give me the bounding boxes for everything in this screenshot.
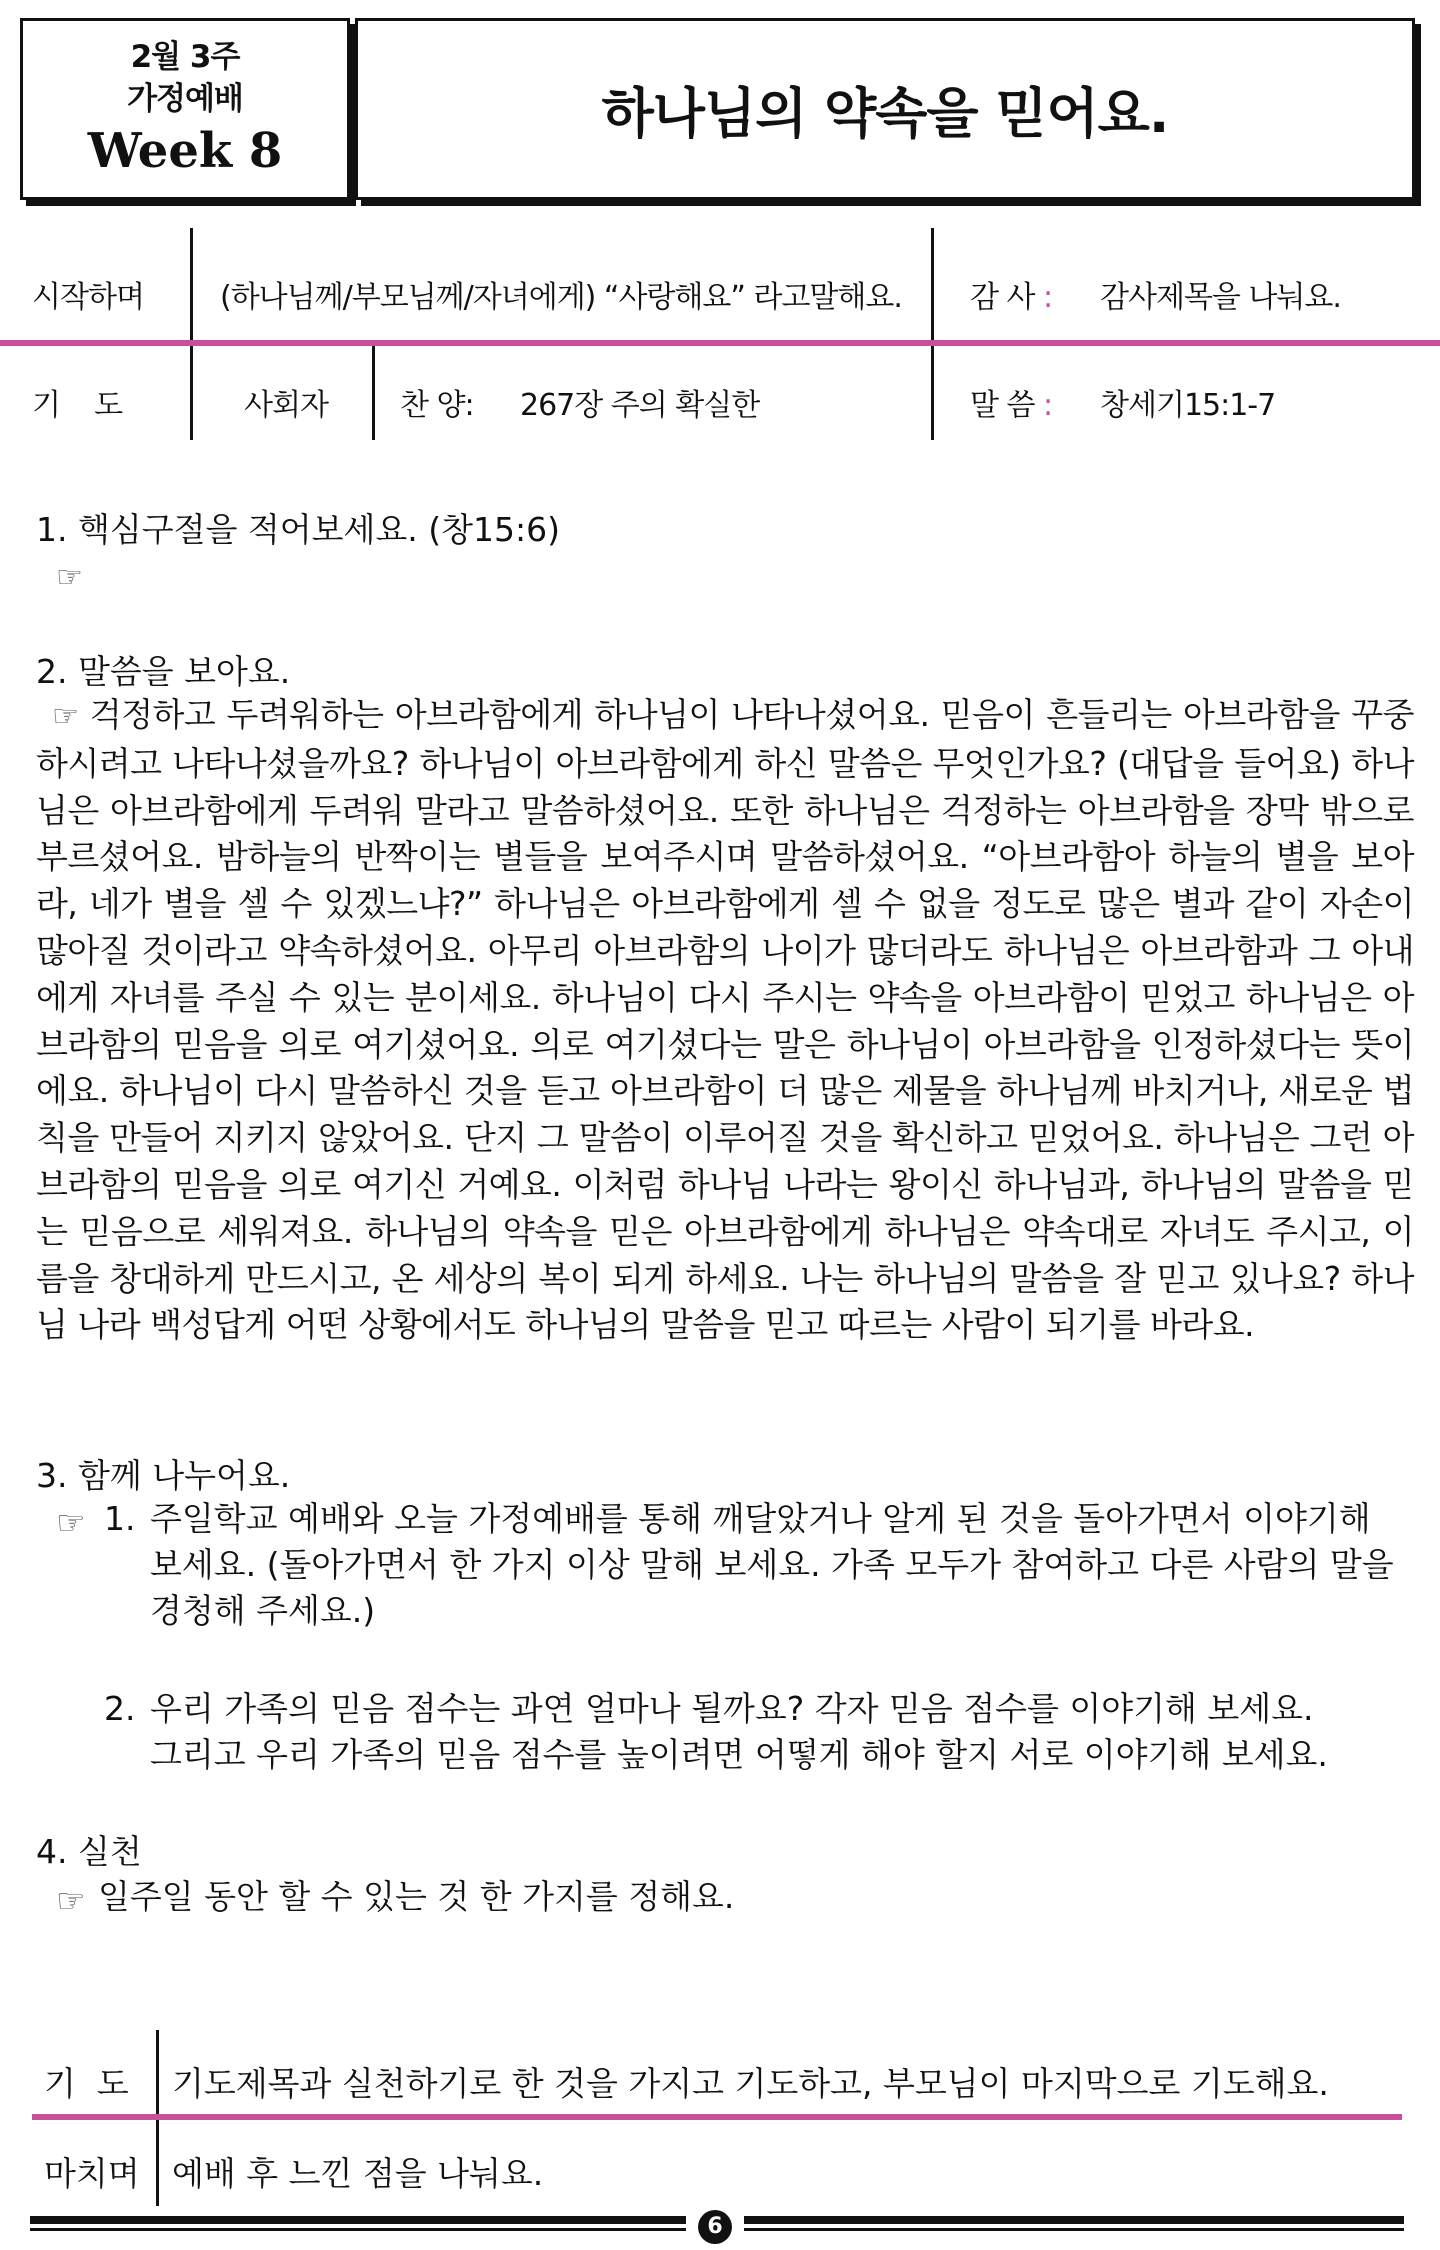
word-text: 창세기15:1-7 bbox=[1100, 388, 1276, 423]
discussion-item-2-line-1: 우리 가족의 믿음 점수는 과연 얼마나 될까요? 각자 믿음 점수를 이야기해 보세요. bbox=[150, 1689, 1314, 1728]
closing-label: 마치며 bbox=[44, 2154, 140, 2193]
pointing-hand-icon: ☞ bbox=[56, 1503, 86, 1542]
week-label: Week 8 bbox=[87, 122, 283, 179]
thanks-colon: : bbox=[1043, 280, 1053, 315]
week-date: 2월 3주 bbox=[130, 39, 240, 76]
divider bbox=[372, 344, 375, 440]
closing-text: 예배 후 느낀 점을 나눠요. bbox=[172, 2154, 544, 2193]
section-2-body bbox=[36, 692, 1414, 1349]
hymn-label: 찬 양: bbox=[400, 388, 474, 423]
thanks-label-wrap bbox=[970, 272, 1052, 316]
thanks-text: 감사제목을 나눠요. bbox=[1100, 280, 1341, 315]
closing-prayer-text: 기도제목과 실천하기로 한 것을 가지고 기도하고, 부모님이 마지막으로 기도해요. bbox=[172, 2064, 1329, 2103]
prayer-label: 기 도 bbox=[32, 388, 123, 423]
page-rule-right bbox=[744, 2214, 1404, 2236]
divider bbox=[931, 228, 934, 440]
discussion-item-2-number: 2. bbox=[104, 1689, 136, 1728]
pink-separator bbox=[0, 340, 1440, 346]
thanks-label: 감 사 bbox=[970, 280, 1035, 315]
pink-separator bbox=[32, 2114, 1402, 2120]
discussion-item-1-number: 1. bbox=[104, 1499, 136, 1538]
order-of-service-table bbox=[0, 228, 1440, 440]
scripture-reflection-text: 걱정하고 두려워하는 아브라함에게 하나님이 나타나셨어요. 믿음이 흔들리는 아브라함을 꾸중하시려고 나타나셨을까요? 하나님이 아브라함에게 하신 말씀은 무엇인가요? (대답을 들어요) 하나님은 아브라함에게 두려워 말라고 말씀하셨어요. 또한 하나님은 걱정하는 아브라함을 장막 밖으로 부르셨어요. 밤하늘의 반짝이는 별들을 보여주시며 말씀하셨어요. “아브라함아 하늘의 별을 보아라, 네가 별을 셀 수 있겠느냐?” 하나님은 아브라함에게 셀 수 없을 정도로 많은 별과 같이 자손이 많아질 것이라고 약속하셨어요. 아무리 아브라함의 나이가 많더라도 하나님은 아브라함과 그 아내에게 자녀를 주실 수 있는 분이세요. 하나님이 다시 주시는 약속을 아브라함이 믿었고 하나님은 아브라함의 믿음을 의로 여기셨어요. 의로 여기셨다는 말은 하나님이 아브라함을 인정하셨다는 뜻이에요. 하나님이 다시 말씀하신 것을 듣고 아브라함이 더 많은 제물을 하나님께 바치거나, 새로운 법칙을 만들어 지키지 않았어요. 단지 그 말씀이 이루어질 것을 확신하고 믿었어요. 하나님은 그런 아브라함의 믿음을 의로 여기신 거예요. 이처럼 하나님 나라는 왕이신 하나님과, 하나님의 말씀을 믿는 믿음으로 세워져요. 하나님의 약속을 믿은 아브라함에게 하나님은 약속대로 자녀도 주시고, 이름을 창대하게 만드시고, 온 세상의 복이 되게 하세요. 나는 하나님의 말씀을 잘 믿고 있나요? 하나님 나라 백성답게 어떤 상황에서도 하나님의 말씀을 믿고 따르는 사람이 되기를 바라요. bbox=[36, 695, 1414, 1345]
pointing-hand-icon: ☞ bbox=[52, 699, 79, 734]
discussion-item-2-line-2: 그리고 우리 가족의 믿음 점수를 높이려면 어떻게 해야 할지 서로 이야기해 보세요. bbox=[150, 1735, 1328, 1774]
section-2-title: 2. 말씀을 보아요. bbox=[36, 652, 291, 691]
discussion-item-1-line-2: 보세요. (돌아가면서 한 가지 이상 말해 보세요. 가족 모두가 참여하고 다른 사람의 말을 bbox=[150, 1545, 1394, 1584]
divider bbox=[190, 228, 193, 440]
page-title: 하나님의 약속을 믿어요. bbox=[601, 81, 1169, 145]
pointing-hand-icon: ☞ bbox=[56, 1881, 86, 1920]
practice-text: 일주일 동안 할 수 있는 것 한 가지를 정해요. bbox=[98, 1877, 735, 1916]
page-rule-left bbox=[30, 2214, 686, 2236]
word-label-wrap bbox=[970, 380, 1052, 424]
header-title-box bbox=[355, 18, 1415, 200]
header-week-box bbox=[20, 18, 350, 200]
opening-text: (하나님께/부모님께/자녀에게) “사랑해요” 라고말해요. bbox=[220, 280, 902, 315]
page-number: 6 bbox=[698, 2210, 732, 2244]
discussion-item-1-line-3: 경청해 주세요.) bbox=[150, 1591, 376, 1630]
hymn-text: 267장 주의 확실한 bbox=[520, 388, 760, 423]
section-4-title: 4. 실천 bbox=[36, 1832, 142, 1871]
word-colon: : bbox=[1043, 388, 1053, 423]
discussion-item-1-line-1: 주일학교 예배와 오늘 가정예배를 통해 깨달았거나 알게 된 것을 돌아가면서 이야기해 bbox=[150, 1499, 1371, 1538]
word-label: 말 씀 bbox=[970, 388, 1035, 423]
service-type: 가정예배 bbox=[127, 81, 243, 117]
closing-prayer-label: 기 도 bbox=[44, 2064, 129, 2103]
section-3-title: 3. 함께 나누어요. bbox=[36, 1456, 291, 1495]
pointing-hand-icon: ☞ bbox=[56, 560, 83, 595]
opening-label: 시작하며 bbox=[32, 280, 144, 315]
section-1-title: 1. 핵심구절을 적어보세요. (창15:6) bbox=[36, 510, 560, 549]
prayer-leader: 사회자 bbox=[244, 388, 328, 423]
